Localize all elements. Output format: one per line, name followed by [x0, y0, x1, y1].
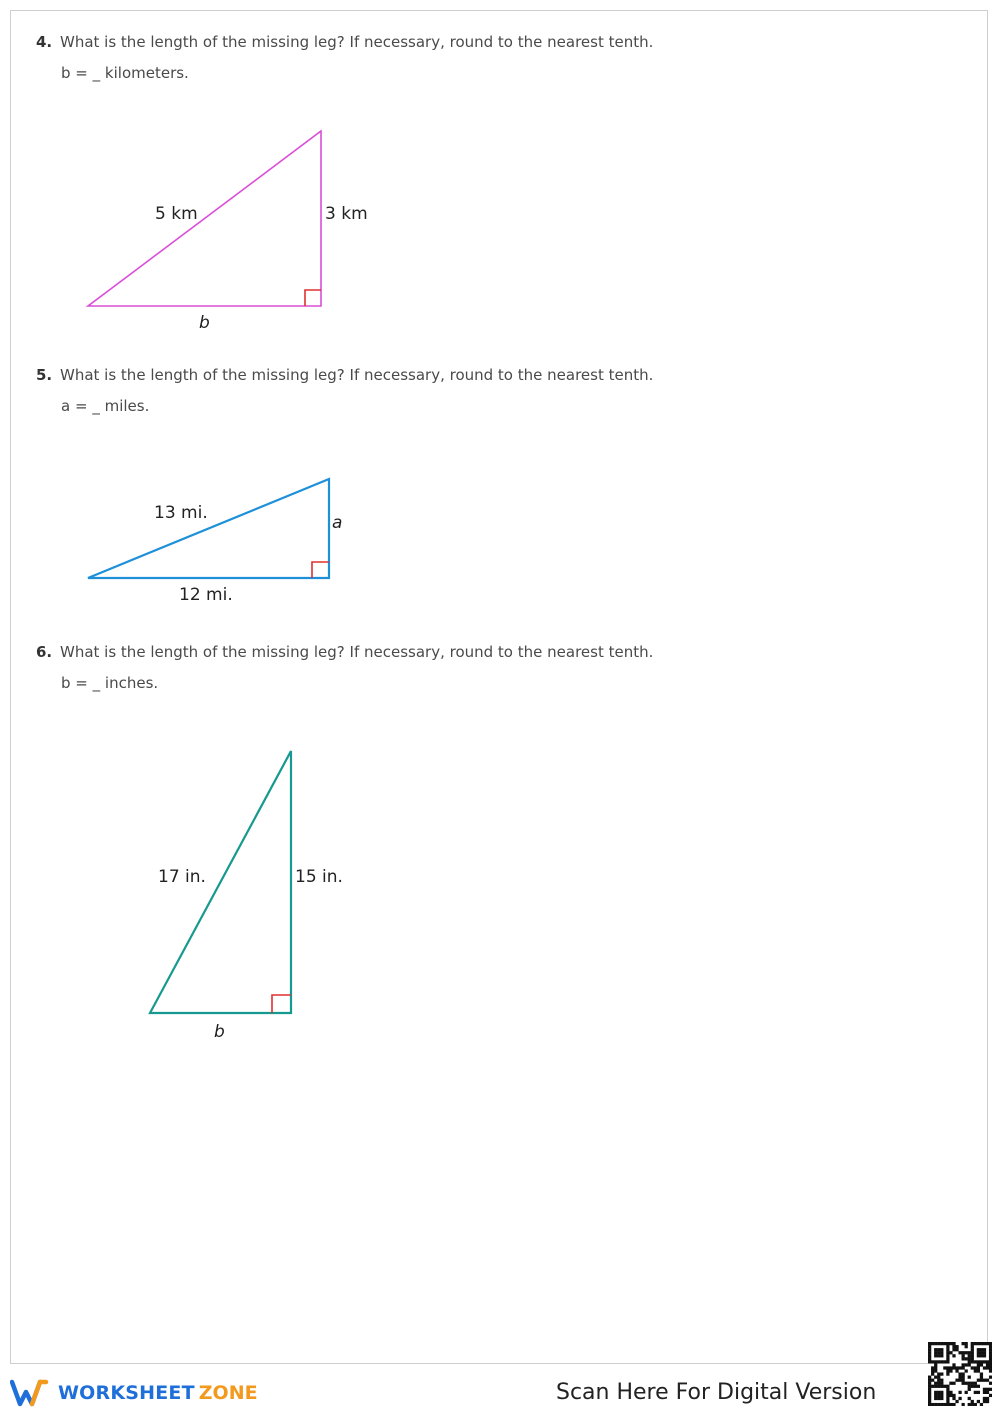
qr-module	[940, 1391, 943, 1394]
qr-module	[983, 1388, 986, 1391]
qr-module	[943, 1385, 946, 1388]
qr-module	[934, 1360, 937, 1363]
answer-unit: kilometers.	[104, 64, 189, 82]
qr-module	[989, 1394, 992, 1397]
qr-module	[977, 1366, 980, 1369]
qr-module	[931, 1372, 934, 1375]
qr-module	[937, 1348, 940, 1351]
qr-module	[971, 1366, 974, 1369]
worksheet-zone-logo-icon	[10, 1378, 50, 1408]
right-angle-marker	[305, 290, 321, 306]
qr-module	[928, 1403, 931, 1406]
qr-module	[977, 1363, 980, 1366]
qr-module	[974, 1366, 977, 1369]
qr-module	[928, 1394, 931, 1397]
hypotenuse-label: 17 in.	[158, 867, 206, 887]
qr-module	[949, 1391, 952, 1394]
qr-module	[937, 1394, 940, 1397]
qr-module	[980, 1363, 983, 1366]
qr-module	[934, 1363, 937, 1366]
question-prompt: What is the length of the missing leg? If necessary, round to the nearest tenth.	[60, 643, 654, 661]
brand-logo	[10, 1376, 258, 1410]
qr-module	[971, 1342, 974, 1345]
qr-module	[931, 1403, 934, 1406]
qr-module	[986, 1363, 989, 1366]
qr-module	[983, 1400, 986, 1403]
qr-module	[937, 1391, 940, 1394]
qr-module	[946, 1388, 949, 1391]
qr-module	[928, 1400, 931, 1403]
qr-module	[962, 1357, 965, 1360]
qr-module	[928, 1348, 931, 1351]
qr-module	[968, 1357, 971, 1360]
qr-module	[937, 1376, 940, 1379]
answer-blank[interactable]: _	[92, 674, 101, 692]
qr-module	[949, 1403, 952, 1406]
qr-module	[977, 1385, 980, 1388]
qr-module	[952, 1403, 955, 1406]
qr-module	[946, 1354, 949, 1357]
vertical-leg-label: 15 in.	[295, 867, 343, 887]
hypotenuse-label: 5 km	[155, 204, 198, 224]
brand-name-part1: WORKSHEET	[58, 1382, 195, 1404]
answer-variable: a =	[61, 397, 88, 415]
qr-module	[940, 1351, 943, 1354]
question-number: 6.	[36, 643, 53, 661]
qr-module	[955, 1369, 958, 1372]
answer-line-5	[61, 397, 149, 415]
qr-module	[983, 1397, 986, 1400]
qr-module	[937, 1403, 940, 1406]
qr-module	[986, 1360, 989, 1363]
qr-module	[971, 1385, 974, 1388]
qr-module	[946, 1391, 949, 1394]
answer-unit: miles.	[104, 397, 150, 415]
qr-module	[962, 1354, 965, 1357]
qr-module	[962, 1366, 965, 1369]
qr-module	[971, 1351, 974, 1354]
qr-module	[937, 1397, 940, 1400]
qr-module	[983, 1391, 986, 1394]
qr-module	[974, 1403, 977, 1406]
base-leg-label: b	[199, 313, 210, 333]
qr-module	[986, 1397, 989, 1400]
qr-module	[928, 1379, 931, 1382]
qr-module	[989, 1345, 992, 1348]
qr-module	[965, 1351, 968, 1354]
qr-module	[934, 1382, 937, 1385]
qr-module	[962, 1372, 965, 1375]
qr-module	[968, 1403, 971, 1406]
qr-module	[928, 1382, 931, 1385]
qr-module	[989, 1382, 992, 1385]
qr-module	[977, 1351, 980, 1354]
qr-module	[965, 1391, 968, 1394]
qr-module	[971, 1354, 974, 1357]
qr-module	[989, 1388, 992, 1391]
qr-module	[940, 1382, 943, 1385]
qr-module	[986, 1400, 989, 1403]
qr-module	[958, 1376, 961, 1379]
qr-module	[977, 1400, 980, 1403]
qr-module	[946, 1372, 949, 1375]
qr-module	[931, 1366, 934, 1369]
qr-module	[958, 1379, 961, 1382]
qr-module	[968, 1388, 971, 1391]
qr-code-icon[interactable]	[928, 1342, 992, 1406]
qr-module	[943, 1360, 946, 1363]
qr-module	[940, 1385, 943, 1388]
qr-module	[962, 1376, 965, 1379]
qr-module	[934, 1366, 937, 1369]
answer-blank[interactable]: _	[92, 397, 100, 415]
qr-module	[952, 1345, 955, 1348]
qr-module	[934, 1397, 937, 1400]
qr-module	[952, 1394, 955, 1397]
qr-module	[952, 1382, 955, 1385]
qr-module	[986, 1391, 989, 1394]
question-prompt: What is the length of the missing leg? If necessary, round to the nearest tenth.	[60, 366, 654, 384]
qr-module	[952, 1354, 955, 1357]
qr-module	[949, 1351, 952, 1354]
qr-module	[958, 1372, 961, 1375]
qr-module	[934, 1354, 937, 1357]
qr-module	[965, 1382, 968, 1385]
qr-module	[980, 1342, 983, 1345]
qr-module	[931, 1342, 934, 1345]
qr-module	[940, 1372, 943, 1375]
qr-module	[928, 1385, 931, 1388]
qr-module	[980, 1376, 983, 1379]
qr-module	[946, 1400, 949, 1403]
qr-module	[989, 1351, 992, 1354]
qr-module	[949, 1369, 952, 1372]
qr-module	[986, 1388, 989, 1391]
brand-name-part2: ZONE	[198, 1382, 258, 1404]
qr-module	[934, 1376, 937, 1379]
qr-module	[934, 1351, 937, 1354]
qr-module	[974, 1382, 977, 1385]
qr-module	[940, 1354, 943, 1357]
qr-module	[980, 1351, 983, 1354]
qr-module	[974, 1369, 977, 1372]
qr-module	[928, 1388, 931, 1391]
qr-module	[934, 1394, 937, 1397]
qr-module	[937, 1382, 940, 1385]
qr-module	[968, 1376, 971, 1379]
qr-module	[940, 1348, 943, 1351]
qr-module	[971, 1403, 974, 1406]
qr-module	[962, 1363, 965, 1366]
qr-module	[965, 1363, 968, 1366]
qr-module	[968, 1351, 971, 1354]
qr-module	[968, 1385, 971, 1388]
qr-module	[946, 1403, 949, 1406]
qr-module	[977, 1369, 980, 1372]
triangle-6	[150, 751, 343, 1042]
qr-module	[986, 1342, 989, 1345]
qr-module	[968, 1397, 971, 1400]
qr-module	[946, 1351, 949, 1354]
qr-module	[946, 1385, 949, 1388]
qr-module	[940, 1379, 943, 1382]
qr-module	[943, 1366, 946, 1369]
vertical-leg-label: 3 km	[325, 204, 368, 224]
triangle-5	[88, 479, 342, 605]
qr-module	[931, 1360, 934, 1363]
qr-module	[937, 1385, 940, 1388]
qr-module	[974, 1360, 977, 1363]
qr-module	[965, 1357, 968, 1360]
qr-module	[931, 1385, 934, 1388]
qr-module	[974, 1342, 977, 1345]
qr-module	[983, 1351, 986, 1354]
qr-module	[980, 1379, 983, 1382]
qr-module	[946, 1348, 949, 1351]
qr-module	[958, 1366, 961, 1369]
qr-module	[934, 1403, 937, 1406]
qr-module	[928, 1351, 931, 1354]
qr-module	[949, 1382, 952, 1385]
qr-module	[952, 1348, 955, 1351]
qr-module	[940, 1397, 943, 1400]
qr-module	[946, 1357, 949, 1360]
qr-module	[937, 1354, 940, 1357]
qr-module	[955, 1379, 958, 1382]
qr-module	[949, 1394, 952, 1397]
qr-module	[989, 1354, 992, 1357]
qr-module	[983, 1379, 986, 1382]
qr-module	[971, 1360, 974, 1363]
qr-module	[989, 1357, 992, 1360]
base-leg-label: b	[214, 1022, 225, 1042]
qr-module	[968, 1360, 971, 1363]
qr-module	[955, 1400, 958, 1403]
qr-module	[989, 1366, 992, 1369]
qr-module	[934, 1348, 937, 1351]
qr-module	[965, 1369, 968, 1372]
qr-module	[955, 1348, 958, 1351]
qr-module	[980, 1372, 983, 1375]
qr-module	[940, 1394, 943, 1397]
question-prompt: What is the length of the missing leg? If necessary, round to the nearest tenth.	[60, 33, 654, 51]
qr-module	[971, 1357, 974, 1360]
qr-module	[989, 1342, 992, 1345]
qr-module	[931, 1379, 934, 1382]
question-number: 4.	[36, 33, 53, 51]
qr-module	[928, 1357, 931, 1360]
question-5	[36, 366, 653, 384]
qr-module	[965, 1342, 968, 1345]
answer-line-6	[61, 674, 158, 692]
footer	[0, 1366, 1000, 1414]
answer-blank[interactable]: _	[92, 64, 101, 82]
qr-module	[983, 1348, 986, 1351]
qr-module	[943, 1342, 946, 1345]
qr-module	[940, 1342, 943, 1345]
qr-module	[928, 1391, 931, 1394]
qr-module	[946, 1366, 949, 1369]
qr-module	[946, 1342, 949, 1345]
qr-module	[934, 1391, 937, 1394]
qr-module	[928, 1376, 931, 1379]
qr-module	[977, 1348, 980, 1351]
qr-module	[949, 1366, 952, 1369]
qr-module	[952, 1366, 955, 1369]
qr-module	[931, 1369, 934, 1372]
qr-module	[983, 1342, 986, 1345]
qr-module	[958, 1391, 961, 1394]
qr-module	[952, 1342, 955, 1345]
qr-module	[940, 1360, 943, 1363]
qr-module	[977, 1379, 980, 1382]
qr-module	[946, 1360, 949, 1363]
qr-module	[983, 1354, 986, 1357]
qr-module	[962, 1351, 965, 1354]
scan-instruction: Scan Here For Digital Version	[556, 1380, 877, 1405]
qr-module	[962, 1379, 965, 1382]
qr-module	[928, 1360, 931, 1363]
qr-module	[971, 1382, 974, 1385]
qr-module	[980, 1403, 983, 1406]
qr-module	[974, 1385, 977, 1388]
qr-module	[971, 1345, 974, 1348]
qr-module	[937, 1372, 940, 1375]
qr-module	[989, 1369, 992, 1372]
qr-module	[946, 1345, 949, 1348]
triangle-5-shape	[88, 479, 329, 578]
qr-module	[989, 1348, 992, 1351]
qr-module	[962, 1382, 965, 1385]
qr-module	[983, 1360, 986, 1363]
qr-module	[937, 1360, 940, 1363]
qr-module	[946, 1369, 949, 1372]
qr-module	[977, 1354, 980, 1357]
qr-module	[928, 1345, 931, 1348]
qr-module	[934, 1385, 937, 1388]
qr-module	[928, 1397, 931, 1400]
answer-variable: b =	[61, 64, 88, 82]
qr-module	[943, 1403, 946, 1406]
qr-module	[968, 1354, 971, 1357]
base-leg-label: 12 mi.	[179, 585, 233, 605]
qr-module	[937, 1351, 940, 1354]
qr-module	[934, 1369, 937, 1372]
qr-module	[928, 1342, 931, 1345]
qr-module	[937, 1379, 940, 1382]
vertical-leg-label: a	[332, 513, 343, 533]
right-angle-marker	[272, 995, 291, 1013]
qr-module	[928, 1354, 931, 1357]
qr-module	[958, 1397, 961, 1400]
qr-module	[983, 1366, 986, 1369]
qr-module	[949, 1342, 952, 1345]
triangle-4-shape	[88, 131, 321, 306]
qr-module	[955, 1345, 958, 1348]
qr-module	[977, 1360, 980, 1363]
qr-module	[974, 1391, 977, 1394]
answer-unit: inches.	[104, 674, 159, 692]
question-number: 5.	[36, 366, 53, 384]
qr-module	[946, 1394, 949, 1397]
qr-module	[986, 1366, 989, 1369]
triangle-4	[88, 131, 368, 333]
qr-module	[986, 1379, 989, 1382]
qr-module	[977, 1342, 980, 1345]
qr-module	[955, 1366, 958, 1369]
qr-module	[962, 1342, 965, 1345]
qr-module	[971, 1400, 974, 1403]
qr-module	[934, 1342, 937, 1345]
qr-module	[937, 1342, 940, 1345]
qr-module	[946, 1397, 949, 1400]
qr-module	[971, 1348, 974, 1351]
qr-module	[940, 1403, 943, 1406]
right-angle-marker	[312, 562, 329, 578]
qr-module	[952, 1397, 955, 1400]
qr-module	[980, 1360, 983, 1363]
qr-module	[989, 1376, 992, 1379]
answer-variable: b =	[61, 674, 88, 692]
qr-module	[980, 1354, 983, 1357]
qr-module	[980, 1348, 983, 1351]
qr-module	[952, 1363, 955, 1366]
qr-module	[962, 1403, 965, 1406]
qr-module	[958, 1351, 961, 1354]
qr-module	[989, 1360, 992, 1363]
qr-module	[965, 1345, 968, 1348]
qr-module	[989, 1363, 992, 1366]
question-6	[36, 643, 653, 661]
hypotenuse-label: 13 mi.	[154, 503, 208, 523]
qr-module	[977, 1391, 980, 1394]
qr-module	[968, 1382, 971, 1385]
qr-module	[968, 1363, 971, 1366]
